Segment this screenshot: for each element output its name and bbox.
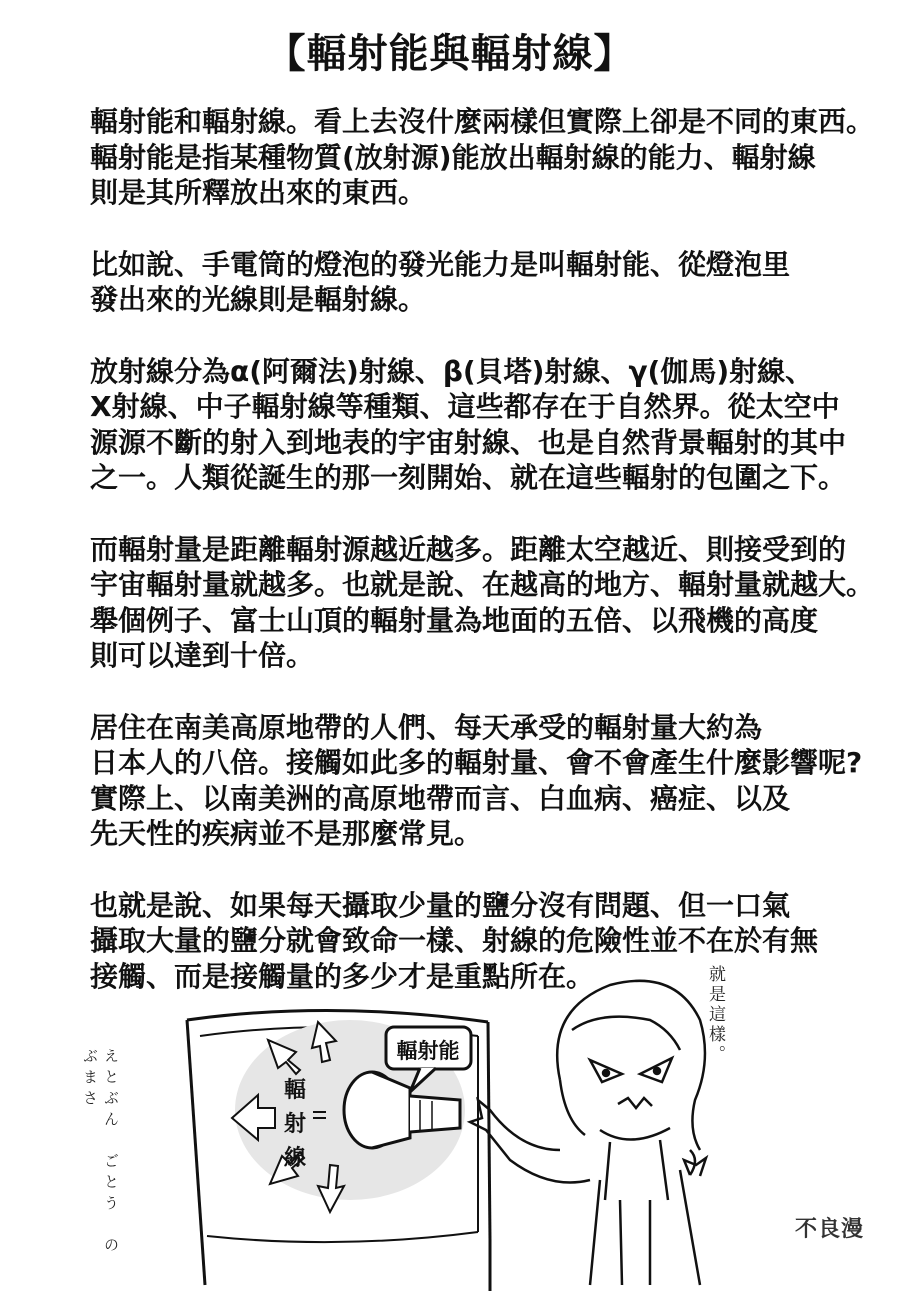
ray-label-1: 輻 [283, 1078, 307, 1103]
ray-label-2: 射 [283, 1112, 307, 1137]
watermark-logo: 不良漫 [795, 1216, 865, 1242]
page-title: 【輻射能與輻射線】 [265, 31, 635, 77]
paragraph-5: 居住在南美高原地帶的人們、每天承受的輻射量大約為 日本人的八倍。接觸如此多的輻射量、會不會產生什麼影響呢? 實際上、以南美洲的高原地帶而言、白血病、癌症、以及 先天性的疾病並不是那麼常見。 [90, 710, 863, 850]
paragraph-6: 也就是說、如果每天攝取少量的鹽分沒有問題、但一口氣 攝取大量的鹽分就會致命一樣、射線的危險性並不在於有無 接觸、而是接觸量的多少才是重點所在。 [90, 888, 819, 993]
paragraph-3: 放射線分為α(阿爾法)射線、β(貝塔)射線、γ(伽馬)射線、 X射線、中子輻射線等種類、這些都存在于自然界。從太空中 源源不斷的射入到地表的宇宙射線、也是自然背景輻射的其中 之一。人類從誕生的那一刻開始、就在這些輻射的包圍之下。 [90, 354, 847, 494]
bubble-label: 輻射能 [396, 1039, 460, 1063]
character-remark: 就是這樣。 [705, 965, 725, 1065]
paragraph-4: 而輻射量是距離輻射源越近越多。距離太空越近、則接受到的 宇宙輻射量就越多。也就是說、在越高的地方、輻射量就越大。 舉個例子、富士山頂的輻射量為地面的五倍、以飛機的高度 則可以達到十倍。 [90, 532, 875, 672]
paragraph-2: 比如說、手電筒的燈泡的發光能力是叫輻射能、從燈泡里 發出來的光線則是輻射線。 [90, 247, 791, 316]
paragraph-1: 輻射能和輻射線。看上去沒什麼兩樣但實際上卻是不同的東西。 輻射能是指某種物質(放射源)能放出輻射線的能力、輻射線 則是其所釋放出來的東西。 [90, 105, 875, 209]
ray-label-3: 線 [283, 1146, 307, 1171]
author-credit: えとぶん ごとう のぶまさ [81, 1048, 120, 1258]
character-drawing [470, 981, 706, 1285]
